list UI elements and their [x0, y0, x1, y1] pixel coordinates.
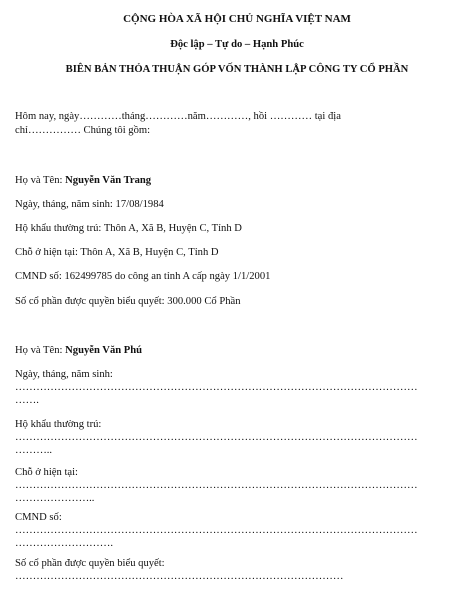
member1-dob: Ngày, tháng, năm sinh: 17/08/1984 [15, 199, 164, 210]
member2-dob-dots-2: ……. [15, 395, 39, 406]
intro-line-2: chỉ…………… Chúng tôi gồm: [15, 125, 151, 136]
member1-name-value: Nguyễn Văn Trang [65, 175, 152, 186]
member2-id-label: CMND số: [15, 512, 62, 523]
document-title: BIÊN BẢN THỎA THUẬN GÓP VỐN THÀNH LẬP CÔNG TY CỔ PHẦN [65, 64, 409, 75]
member2-shares-label: Số cổ phần được quyền biểu quyết: [15, 558, 165, 569]
member1-name [15, 174, 151, 187]
national-title: CỘNG HÒA XÃ HỘI CHỦ NGHĨA VIỆT NAM [123, 13, 351, 25]
intro-line-1: Hôm nay, ngày…………tháng…………năm…………, hồi ………… tại địa [15, 111, 341, 122]
member2-shares-dots: ………………………………………………………………………………… [15, 571, 344, 582]
member1-shares: Số cổ phần được quyền biểu quyết: 300.000 Cổ Phần [15, 296, 241, 307]
member1-residence: Chỗ ở hiện tại: Thôn A, Xã B, Huyện C, Tỉnh D [15, 247, 219, 258]
member2-household-dots-2: ……….. [15, 445, 53, 456]
member1-household: Hộ khẩu thường trú: Thôn A, Xã B, Huyện C, Tỉnh D [15, 223, 242, 234]
motto: Độc lập – Tự do – Hạnh Phúc [170, 39, 304, 50]
member2-residence-dots-1: …………………………………………………………………………………………………… [15, 480, 418, 491]
member2-household-dots-1: …………………………………………………………………………………………………… [15, 432, 418, 443]
member2-dob-dots-1: …………………………………………………………………………………………………… [15, 382, 418, 393]
member2-id-dots-1: …………………………………………………………………………………………………… [15, 525, 418, 536]
member1-name-label: Họ và Tên: [15, 175, 66, 186]
member2-residence-label: Chỗ ở hiện tại: [15, 467, 78, 478]
member2-name-value: Nguyễn Văn Phú [65, 345, 143, 356]
member2-residence-dots-2: ………………….. [15, 493, 95, 504]
member2-household-label: Hộ khẩu thường trú: [15, 419, 102, 430]
member2-name-label: Họ và Tên: [15, 345, 66, 356]
member2-id-dots-2: ………………………. [15, 538, 113, 549]
member2-dob-label: Ngày, tháng, năm sinh: [15, 369, 113, 380]
member1-id-card: CMND số: 162499785 do công an tỉnh A cấp ngày 1/1/2001 [15, 271, 271, 282]
member2-name [15, 344, 142, 357]
